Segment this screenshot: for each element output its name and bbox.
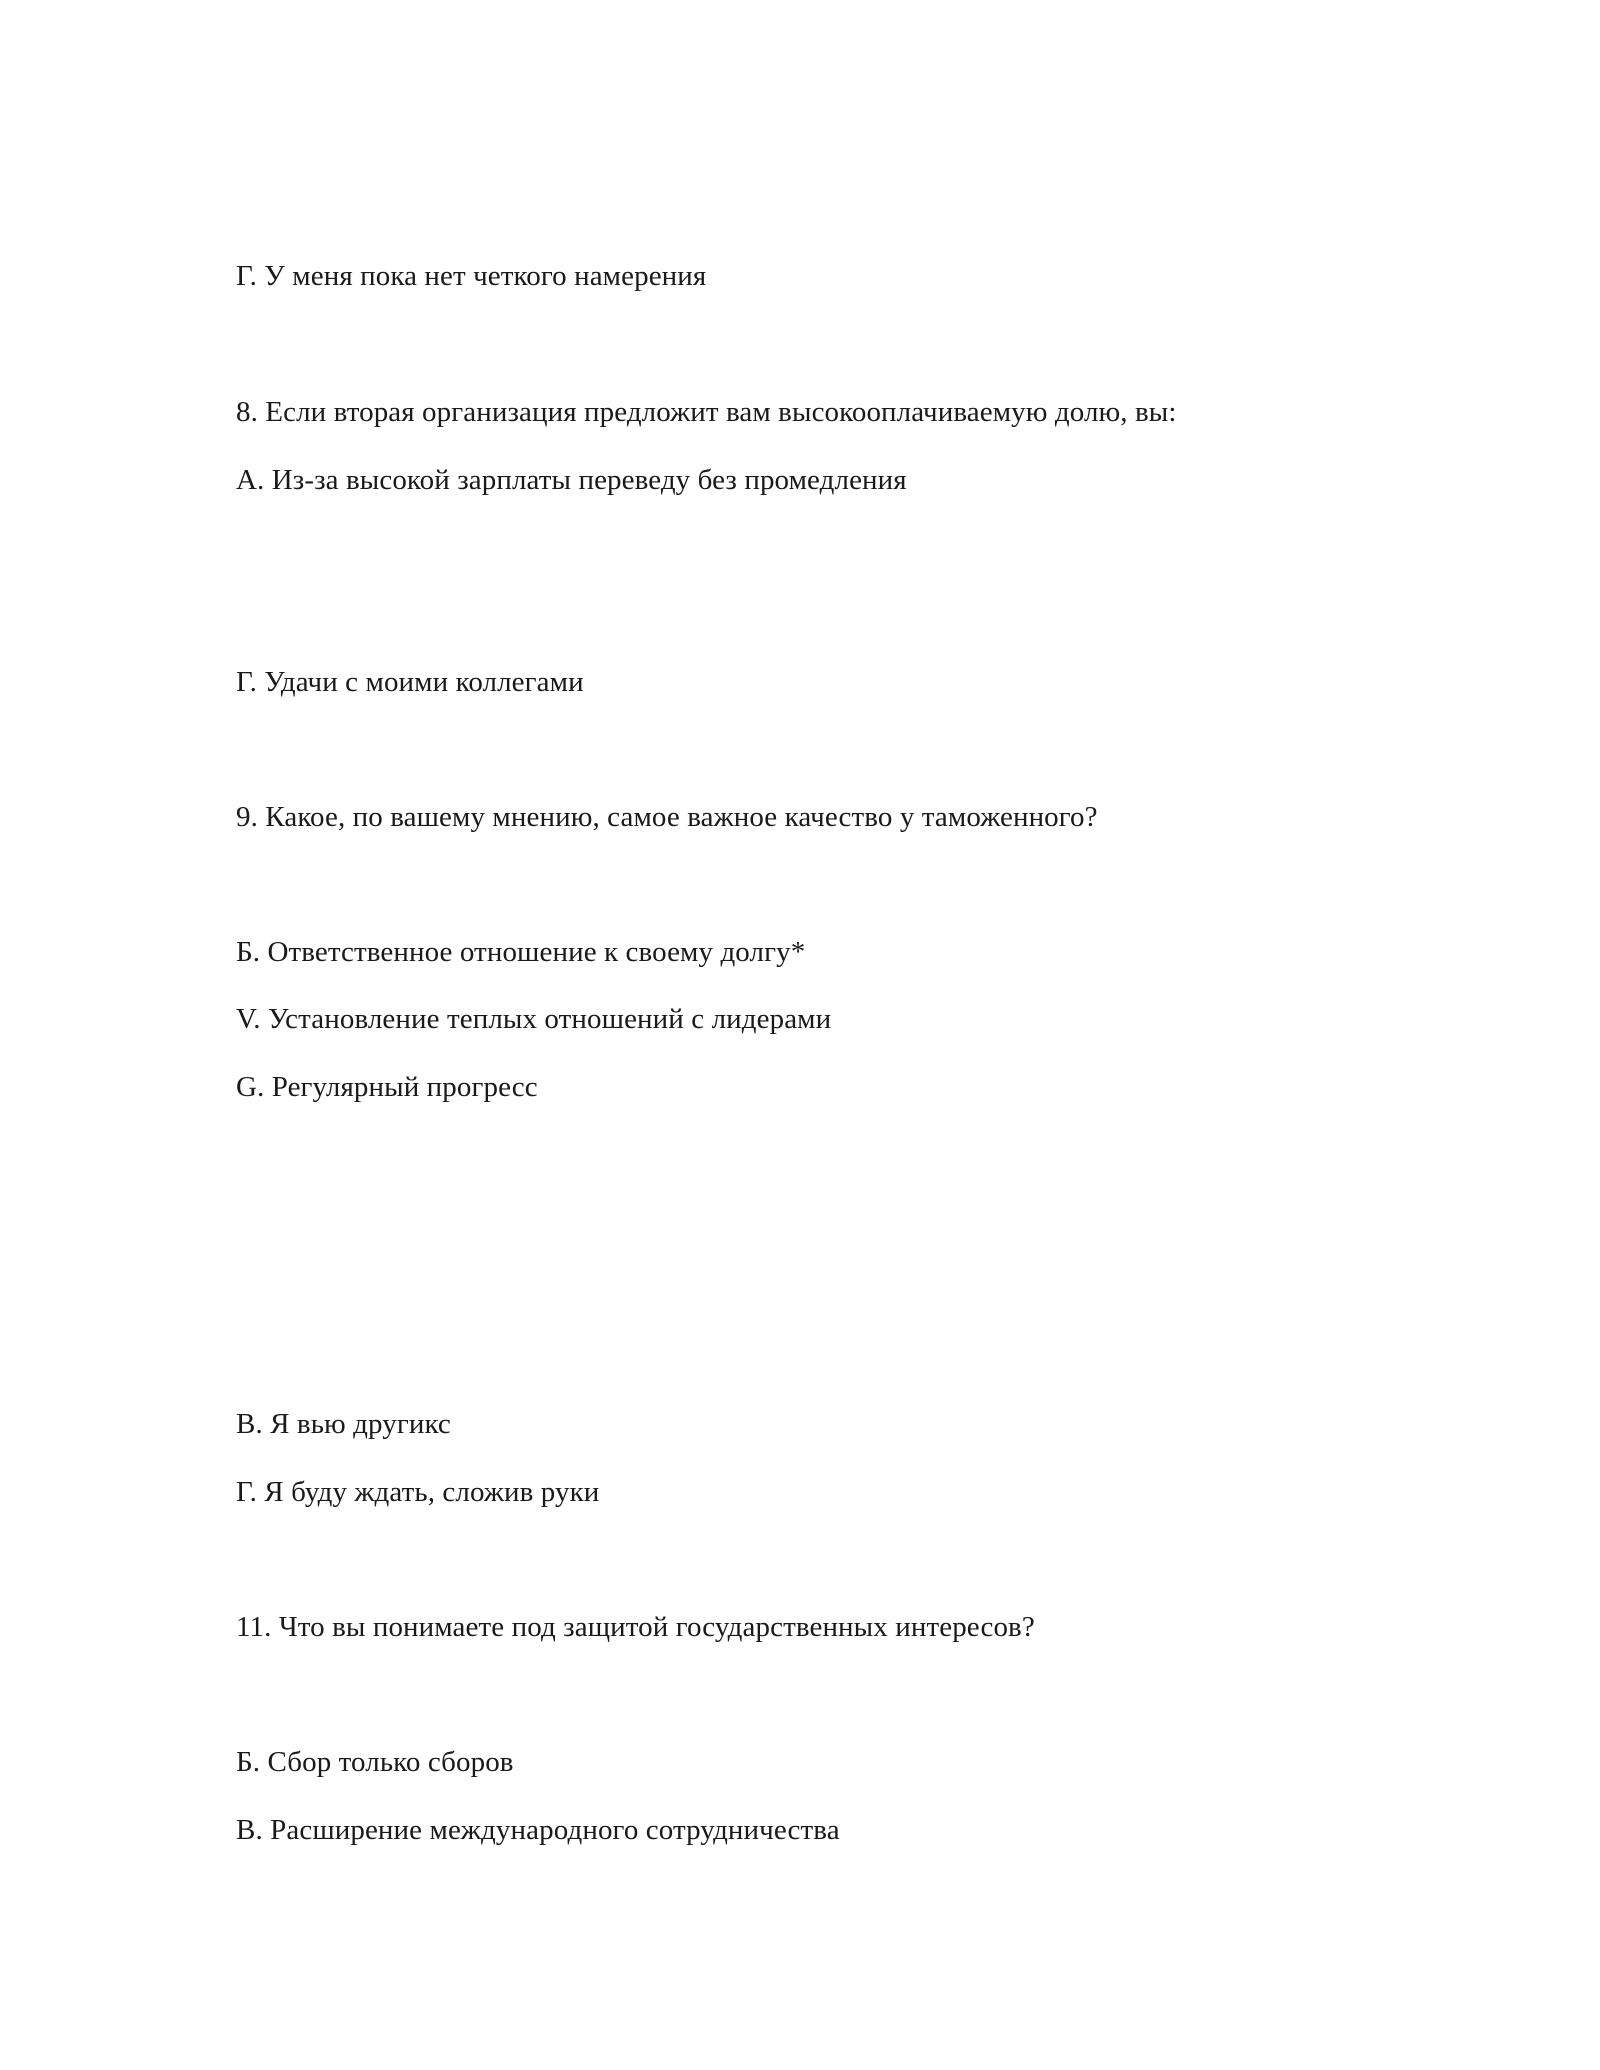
answer-line: G. Регулярный прогресс bbox=[236, 1071, 538, 1103]
answer-line: Б. Сбор только сборов bbox=[236, 1746, 514, 1778]
answer-line: Г. Удачи с моими коллегами bbox=[236, 666, 584, 698]
answer-line: Б. Ответственное отношение к своему долгу* bbox=[236, 936, 806, 968]
answer-line: В. Я вью другикс bbox=[236, 1408, 451, 1440]
answer-line: Г. Я буду ждать, сложив руки bbox=[236, 1476, 600, 1508]
question-line: 9. Какое, по вашему мнению, самое важное качество у таможенного? bbox=[236, 801, 1098, 833]
answer-line: V. Установление теплых отношений с лидерами bbox=[236, 1003, 832, 1035]
answer-line: Г. У меня пока нет четкого намерения bbox=[236, 260, 707, 292]
answer-line: В. Расширение международного сотрудничества bbox=[236, 1814, 840, 1846]
question-line: 11. Что вы понимаете под защитой государственных интересов? bbox=[236, 1611, 1035, 1643]
question-line: 8. Если вторая организация предложит вам высокооплачиваемую долю, вы: bbox=[236, 396, 1177, 428]
answer-line: А. Из-за высокой зарплаты переведу без промедления bbox=[236, 464, 907, 496]
